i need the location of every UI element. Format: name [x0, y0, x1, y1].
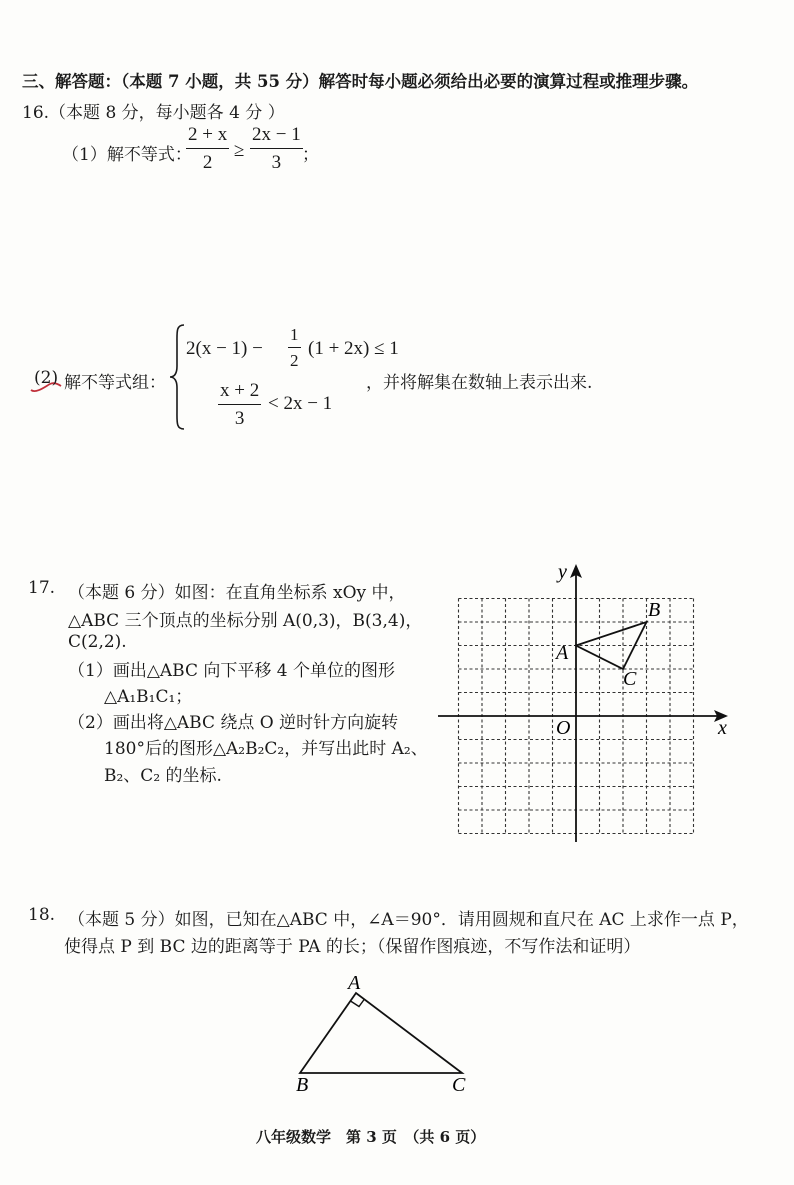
fraction-numerator: 1 — [288, 325, 301, 348]
q17-sub1-line2: △A₁B₁C₁； — [104, 687, 193, 707]
section-header: 三、解答题：（本题 7 小题，共 55 分）解答时每小题必须给出必要的演算过程或推理步骤。 — [22, 72, 699, 91]
q17-number: 17. — [28, 578, 56, 598]
fraction-denominator: 2 — [290, 351, 299, 370]
fraction-denominator: 3 — [271, 152, 282, 173]
q17-line2: △ABC 三个顶点的坐标分别 A(0,3)，B(3,4)， — [68, 611, 423, 631]
q16-part2-ineq1-left: 2(x − 1) − — [186, 338, 263, 359]
q16-part1-label: （1）解不等式： — [62, 145, 192, 165]
y-axis-label: y — [558, 561, 567, 583]
q16-part1-fraction-right — [250, 124, 303, 174]
fraction-numerator: x + 2 — [218, 380, 261, 405]
vertex-b-label: B — [296, 1074, 309, 1095]
q17-sub2-line3: B₂、C₂ 的坐标. — [104, 766, 222, 786]
system-brace-icon — [168, 322, 188, 432]
q16-part2-number: (2) — [34, 368, 59, 388]
q16-part2-ineq2-right: < 2x − 1 — [268, 393, 333, 414]
q17-sub1-line1: （1）画出△ABC 向下平移 4 个单位的图形 — [68, 661, 396, 681]
fraction-denominator: 3 — [234, 408, 245, 429]
q16-part2-ineq1-right: (1 + 2x) ≤ 1 — [308, 338, 399, 359]
x-axis-label: x — [718, 717, 727, 739]
q16-part1-relation: ≥ — [234, 140, 245, 161]
q17-line3: C(2,2). — [68, 632, 127, 652]
point-b-label: B — [648, 599, 661, 621]
triangle-abc — [300, 993, 462, 1073]
origin-label: O — [556, 717, 571, 739]
q16-part2-instruction: ，并将解集在数轴上表示出来. — [366, 373, 593, 393]
point-a-label: A — [556, 642, 569, 664]
q17-coordinate-grid — [430, 558, 740, 850]
q18-line1: （本题 5 分）如图，已知在△ABC 中，∠A＝90°．请用圆规和直尺在 AC 上求作一点 P， — [68, 910, 749, 930]
point-c-label: C — [623, 668, 637, 690]
q18-right-triangle-figure — [290, 975, 480, 1095]
q16-number: 16. — [22, 103, 50, 123]
q16-part2-half-fraction — [288, 325, 301, 371]
q18-number: 18. — [28, 905, 56, 925]
q17-sub2-line2: 180°后的图形△A₂B₂C₂，并写出此时 A₂、 — [104, 739, 428, 759]
q18-line2: 使得点 P 到 BC 边的距离等于 PA 的长；（保留作图痕迹，不写作法和证明） — [64, 937, 641, 957]
q16-part2-ineq2-fraction — [218, 380, 261, 430]
fraction-numerator: 2 + x — [186, 124, 229, 149]
vertex-c-label: C — [452, 1074, 466, 1095]
right-angle-mark-icon — [351, 999, 365, 1007]
q16-heading — [22, 98, 285, 123]
q16-points: （本题 8 分，每小题各 4 分 ） — [49, 103, 285, 123]
vertex-a-label: A — [348, 975, 361, 994]
q16-part1-fraction-left — [186, 124, 229, 174]
q16-part1-end: ； — [302, 145, 319, 165]
page-footer: 八年级数学 第 3 页 （共 6 页） — [256, 1128, 486, 1146]
q17-line1: （本题 6 分）如图：在直角坐标系 xOy 中， — [68, 583, 406, 603]
fraction-denominator: 2 — [202, 152, 213, 173]
q17-sub2-line1: （2）画出将△ABC 绕点 O 逆时针方向旋转 — [68, 713, 399, 733]
q16-part2-label: 解不等式组： — [64, 373, 166, 393]
fraction-numerator: 2x − 1 — [250, 124, 303, 149]
